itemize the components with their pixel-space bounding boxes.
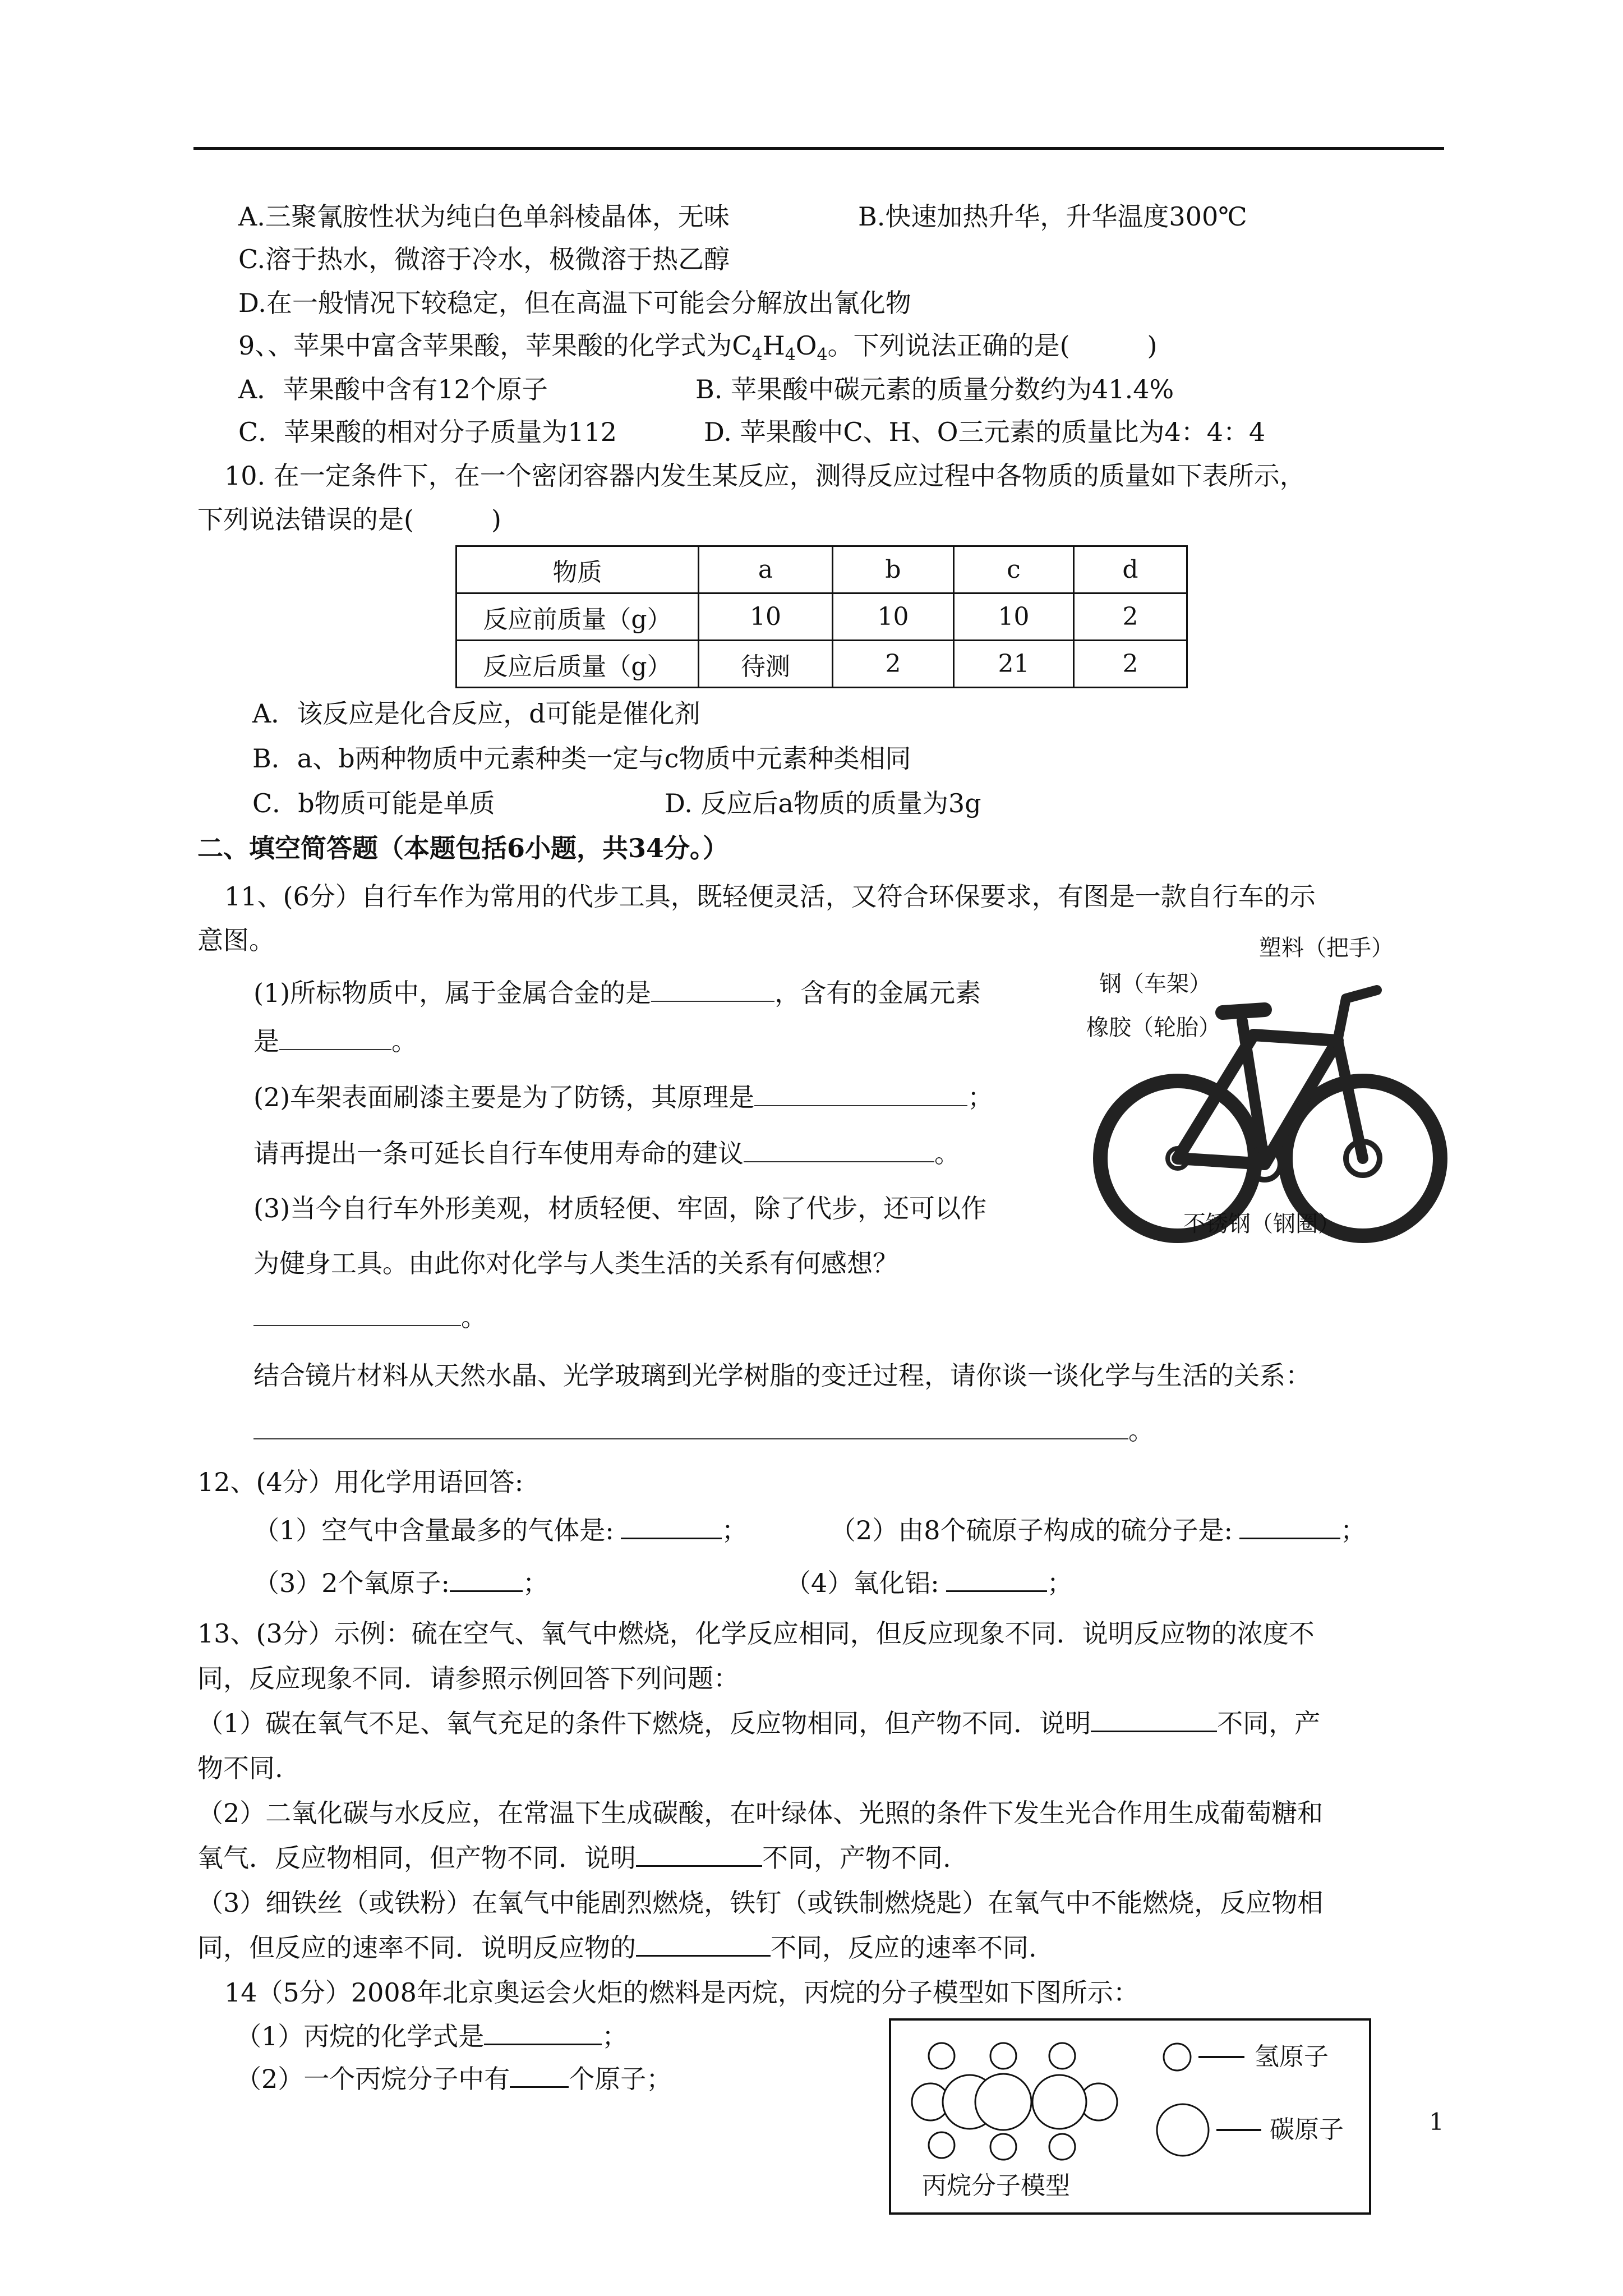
table-cell: 待测 — [699, 641, 833, 688]
table-row — [457, 593, 1187, 641]
page-number: 1 — [1429, 2108, 1444, 2136]
answer-blank[interactable] — [1091, 1708, 1217, 1732]
q9-option-d: D. 苹果酸中C、H、O三元素的质量比为4：4：4 — [704, 417, 1266, 447]
q12-part1: （1）空气中含量最多的气体是: ； — [253, 1515, 748, 1545]
answer-blank[interactable] — [253, 1416, 1128, 1439]
carbon-atom — [975, 2074, 1031, 2130]
section-2-heading: 二、填空简答题（本题包括6小题，共34分。） — [197, 833, 729, 863]
answer-blank[interactable] — [744, 1139, 934, 1162]
answer-blank[interactable] — [279, 1027, 391, 1050]
table-cell: 10 — [954, 593, 1074, 641]
q13-line3: （1）碳在氧气不足、氧气充足的条件下燃烧，反应物相同，但产物不同．说明 不同，产 — [197, 1708, 1321, 1738]
answer-blank[interactable] — [651, 978, 774, 1002]
q14-part2: （2）一个丙烷分子中有 个原子； — [236, 2064, 672, 2094]
q10-option-c: C．b物质可能是单质 — [252, 788, 495, 818]
q11-stem-line2: 意图。 — [197, 925, 275, 955]
q11-part2-line2: 请再提出一条可延长自行车使用寿命的建议 。 — [253, 1138, 960, 1168]
q14-stem: 14（5分）2008年北京奥运会火炬的燃料是丙烷，丙烷的分子模型如下图所示： — [224, 1977, 1139, 2008]
bike-label-steel: 钢（车架） — [1099, 971, 1211, 997]
answer-blank[interactable] — [450, 1568, 523, 1592]
q8-option-d: D.在一般情况下较稳定，但在高温下可能会分解放出氰化物 — [238, 288, 911, 318]
q11-part4-line2: 。 — [253, 1414, 1154, 1447]
q13-line6: 氧气．反应物相同，但产物不同．说明 不同，产物不同. — [197, 1843, 951, 1873]
legend-carbon-label: 碳原子 — [1270, 2115, 1344, 2144]
q11-part1-line2: 是 。 — [253, 1026, 417, 1056]
hydrogen-atom — [1049, 2043, 1075, 2069]
propane-molecule-figure — [889, 2018, 1371, 2215]
q11-part2-line1: (2)车架表面刷漆主要是为了防锈，其原理是 ； — [253, 1082, 994, 1112]
bike-label-rubber: 橡胶（轮胎） — [1086, 1015, 1221, 1041]
q11-stem-line1: 11、(6分）自行车作为常用的代步工具，既轻便灵活，又符合环保要求，有图是一款自行车的示 — [224, 881, 1316, 912]
table-header-cell: a — [699, 546, 833, 593]
legend-hydrogen-label: 氢原子 — [1255, 2042, 1329, 2071]
answer-blank[interactable] — [484, 2021, 602, 2045]
table-cell: 2 — [833, 641, 954, 688]
answer-blank[interactable] — [510, 2064, 569, 2088]
q14-part1: （1）丙烷的化学式是 ； — [236, 2021, 628, 2051]
q10-mass-table — [455, 545, 1188, 688]
table-header-cell: c — [954, 546, 1074, 593]
carbon-legend-icon — [1157, 2104, 1209, 2156]
bike-label-plastic: 塑料（把手） — [1259, 935, 1394, 961]
hydrogen-legend-icon — [1164, 2044, 1191, 2070]
q11-part4-line1: 结合镜片材料从天然水晶、光学玻璃到光学树脂的变迁过程，请你谈一谈化学与生活的关系： — [253, 1360, 1311, 1391]
answer-blank[interactable] — [946, 1568, 1047, 1592]
q13-line7: （3）细铁丝（或铁粉）在氧气中能剧烈燃烧，铁钉（或铁制燃烧匙）在氧气中不能燃烧，反应物相 — [197, 1888, 1324, 1918]
table-header-cell: 物质 — [457, 546, 699, 593]
q11-part3-line2: 为健身工具。由此你对化学与人类生活的关系有何感想？ — [253, 1248, 898, 1278]
q10-option-b: B．a、b两种物质中元素种类一定与c物质中元素种类相同 — [252, 743, 911, 774]
table-cell: 反应后质量（g） — [457, 641, 699, 688]
q13-line2: 同，反应现象不同．请参照示例回答下列问题： — [197, 1663, 739, 1694]
answer-blank[interactable] — [754, 1083, 967, 1106]
q12-part3: （3）2个氧原子: ； — [253, 1568, 549, 1598]
table-cell: 2 — [1074, 641, 1187, 688]
answer-blank[interactable] — [636, 1932, 771, 1957]
hydrogen-atom — [1049, 2134, 1075, 2160]
q13-line5: （2）二氧化碳与水反应，在常温下生成碳酸，在叶绿体、光照的条件下发生光合作用生成葡萄糖和 — [197, 1798, 1324, 1828]
q10-option-d: D. 反应后a物质的质量为3g — [665, 788, 981, 818]
molecule-caption: 丙烷分子模型 — [922, 2171, 1070, 2200]
q9-option-a: A．苹果酸中含有12个原子 — [238, 374, 548, 404]
answer-blank[interactable] — [253, 1303, 461, 1326]
q10-option-a: A．该反应是化合反应，d可能是催化剂 — [252, 698, 700, 729]
hydrogen-atom — [990, 2043, 1016, 2069]
q13-line8: 同，但反应的速率不同．说明反应物的 不同，反应的速率不同. — [197, 1932, 1037, 1963]
q12-stem: 12、(4分）用化学用语回答: — [197, 1467, 524, 1497]
table-row — [457, 641, 1187, 688]
hydrogen-atom — [929, 2043, 955, 2069]
q10-stem-line1: 10. 在一定条件下，在一个密闭容器内发生某反应，测得反应过程中各物质的质量如下表所示， — [224, 461, 1306, 491]
q11-part3-line1: (3)当今自行车外形美观，材质轻便、牢固，除了代步，还可以作 — [253, 1193, 987, 1223]
q11-part3-line3: 。 — [253, 1300, 487, 1334]
header-rule — [193, 147, 1444, 150]
q10-stem-line2: 下列说法错误的是( ) — [197, 504, 501, 535]
q8-option-c: C.溶于热水，微溶于冷水，极微溶于热乙醇 — [238, 244, 730, 274]
q13-line1: 13、(3分）示例：硫在空气、氧气中燃烧，化学反应相同，但反应现象不同．说明反应物的浓度不 — [197, 1618, 1315, 1649]
table-cell: 10 — [699, 593, 833, 641]
q12-part4: （4）氧化铝: ； — [785, 1568, 1073, 1598]
q9-option-b: B. 苹果酸中碳元素的质量分数约为41.4% — [695, 374, 1174, 404]
q9-option-c: C．苹果酸的相对分子质量为112 — [238, 417, 617, 447]
q12-part2: （2）由8个硫原子构成的硫分子是: ； — [830, 1515, 1367, 1545]
carbon-atom — [1032, 2075, 1086, 2129]
q13-line4: 物不同. — [197, 1753, 283, 1783]
table-cell: 10 — [833, 593, 954, 641]
answer-blank[interactable] — [621, 1515, 722, 1539]
q9-stem: 9、、苹果中富含苹果酸，苹果酸的化学式为$C_4H_4O_4$。下列说法正确的是( ) — [238, 330, 1158, 365]
bike-label-stainless: 不锈钢（钢圈） — [1183, 1211, 1340, 1237]
q8-option-a: A.三聚氰胺性状为纯白色单斜棱晶体，无味 — [238, 201, 730, 232]
table-header-cell: b — [833, 546, 954, 593]
q11-part1-line1: (1)所标物质中，属于金属合金的是 ，含有的金属元素 — [253, 978, 981, 1008]
q8-option-b: B.快速加热升华，升华温度300℃ — [858, 201, 1247, 232]
answer-blank[interactable] — [1239, 1515, 1340, 1539]
table-cell: 21 — [954, 641, 1074, 688]
table-cell: 反应前质量（g） — [457, 593, 699, 641]
table-header-cell: d — [1074, 546, 1187, 593]
table-cell: 2 — [1074, 593, 1187, 641]
hydrogen-atom — [929, 2132, 955, 2158]
hydrogen-atom — [990, 2134, 1016, 2160]
answer-blank[interactable] — [636, 1843, 762, 1867]
table-header-row — [457, 546, 1187, 593]
